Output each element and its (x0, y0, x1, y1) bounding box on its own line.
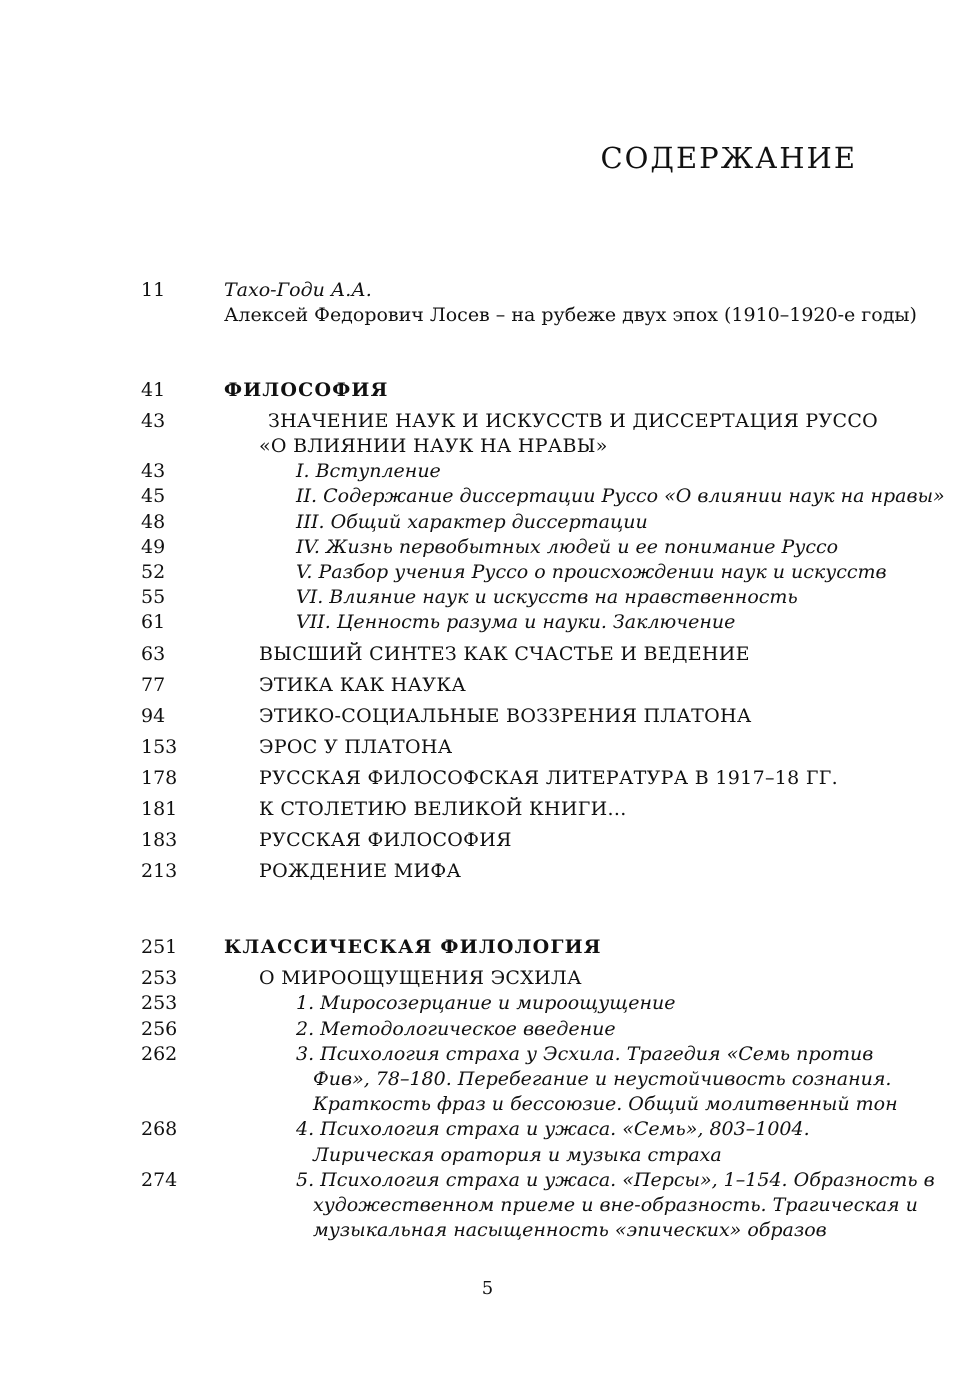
subentry-title: 2. Методологическое введение (296, 1018, 616, 1040)
subentry-title-cont: Краткость фраз и бессоюзие. Общий молитвенный тон (313, 1093, 898, 1115)
entry-title-line2: «О ВЛИЯНИИ НАУК НА НРАВЫ» (259, 435, 608, 457)
page-ref: 41 (141, 379, 166, 401)
entry-title: ЭТИКА КАК НАУКА (259, 674, 467, 696)
page-ref: 49 (141, 536, 166, 558)
entry-title: РОЖДЕНИЕ МИФА (259, 860, 462, 882)
page-ref: 153 (141, 736, 178, 758)
page-ref: 181 (141, 798, 178, 820)
entry-title-line1: ЗНАЧЕНИЕ НАУК И ИСКУССТВ И ДИССЕРТАЦИЯ РУССО (268, 410, 879, 432)
subentry-title-cont: Лирическая оратория и музыка страха (313, 1144, 722, 1166)
subentry-title: VI. Влияние наук и искусств на нравственность (296, 586, 798, 608)
subentry-title: I. Вступление (296, 460, 441, 482)
page-ref: 183 (141, 829, 178, 851)
section-title: КЛАССИЧЕСКАЯ ФИЛОЛОГИЯ (224, 936, 602, 958)
entry-title: О МИРООЩУЩЕНИЯ ЭСХИЛА (259, 967, 582, 989)
page-ref: 256 (141, 1018, 178, 1040)
subentry-title: 4. Психология страха и ужаса. «Семь», 803–1004. (296, 1118, 810, 1140)
page-ref: 43 (141, 410, 166, 432)
entry-author: Тахо-Годи А.А. (224, 279, 372, 301)
page-ref: 43 (141, 460, 166, 482)
subentry-title-cont: Фив», 78–180. Перебегание и неустойчивость сознания. (313, 1068, 892, 1090)
page-ref: 63 (141, 643, 166, 665)
subentry-title: 5. Психология страха и ужаса. «Персы», 1–154. Образность в (296, 1169, 935, 1191)
page-ref: 253 (141, 992, 178, 1014)
page-ref: 48 (141, 511, 166, 533)
page-ref: 178 (141, 767, 178, 789)
page-ref: 274 (141, 1169, 178, 1191)
subentry-title: III. Общий характер диссертации (296, 511, 648, 533)
page-title: СОДЕРЖАНИЕ (600, 141, 857, 175)
page-ref: 213 (141, 860, 178, 882)
entry-title: ВЫСШИЙ СИНТЕЗ КАК СЧАСТЬЕ И ВЕДЕНИЕ (259, 643, 750, 665)
page-ref: 11 (141, 279, 166, 301)
page-ref: 61 (141, 611, 166, 633)
subentry-title: IV. Жизнь первобытных людей и ее понимание Руссо (296, 536, 839, 558)
page-ref: 253 (141, 967, 178, 989)
subentry-title: 1. Миросозерцание и мироощущение (296, 992, 676, 1014)
subentry-title: II. Содержание диссертации Руссо «О влиянии наук на нравы» (296, 485, 945, 507)
entry-title: РУССКАЯ ФИЛОСОФСКАЯ ЛИТЕРАТУРА В 1917–18 ГГ. (259, 767, 838, 789)
page-ref: 251 (141, 936, 178, 958)
subentry-title: 3. Психология страха у Эсхила. Трагедия «Семь против (296, 1043, 874, 1065)
page-ref: 94 (141, 705, 166, 727)
section-title: ФИЛОСОФИЯ (224, 379, 389, 401)
page-number: 5 (481, 1278, 494, 1299)
subentry-title: V. Разбор учения Руссо о происхождении наук и искусств (296, 561, 887, 583)
subentry-title-cont: художественном приеме и вне-образность. Трагическая и (313, 1194, 918, 1216)
entry-title: ЭТИКО-СОЦИАЛЬНЫЕ ВОЗЗРЕНИЯ ПЛАТОНА (259, 705, 752, 727)
entry-title: РУССКАЯ ФИЛОСОФИЯ (259, 829, 512, 851)
subentry-title: VII. Ценность разума и науки. Заключение (296, 611, 736, 633)
entry-title: Алексей Федорович Лосев – на рубеже двух эпох (1910–1920-е годы) (224, 304, 917, 326)
page-ref: 45 (141, 485, 166, 507)
entry-title: К СТОЛЕТИЮ ВЕЛИКОЙ КНИГИ... (259, 798, 627, 820)
subentry-title-cont: музыкальная насыщенность «эпических» образов (313, 1219, 827, 1241)
page-ref: 52 (141, 561, 166, 583)
page-ref: 268 (141, 1118, 178, 1140)
page-ref: 262 (141, 1043, 178, 1065)
page-ref: 77 (141, 674, 166, 696)
page-ref: 55 (141, 586, 166, 608)
entry-title: ЭРОС У ПЛАТОНА (259, 736, 453, 758)
